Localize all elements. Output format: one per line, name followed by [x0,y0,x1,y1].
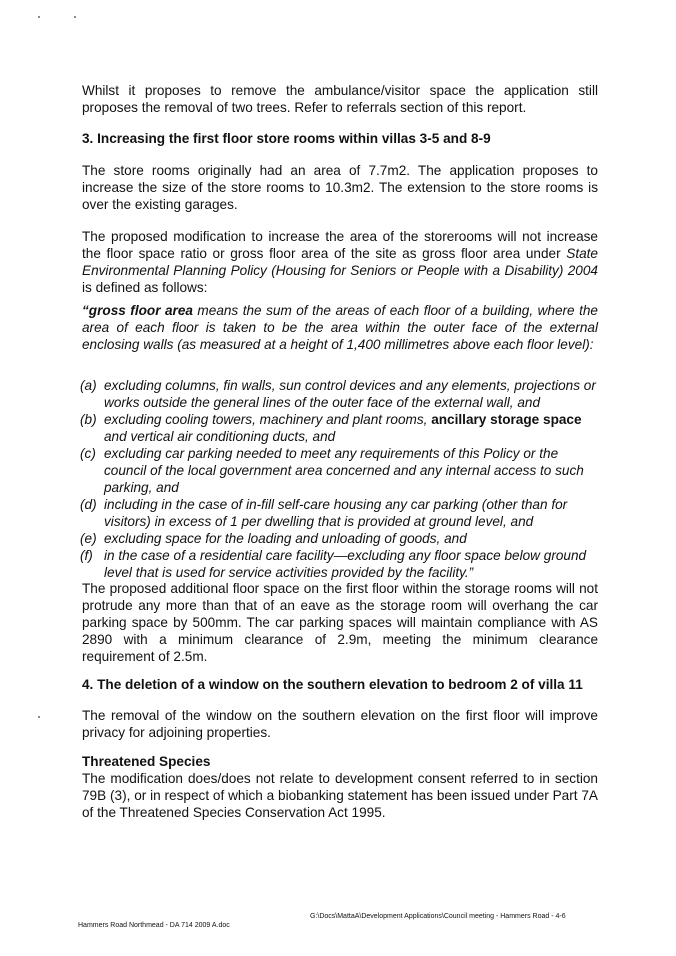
section-3-heading: 3. Increasing the first floor store rooms within villas 3-5 and 8-9 [82,131,491,146]
defined-term: “gross floor area [82,303,193,318]
list-item-text [104,411,600,445]
section-3-paragraph-3: The proposed additional floor space on the first floor within the storage rooms will not protrude any more than that of an eave as the storage room will overhang the car parking space by 500mm. The car parking spaces will maintain compliance with AS 2890 with a minimum clearance of 2.9m, meeting the minimum clearance requirement of 2.5m. [82,581,598,664]
list-item [80,445,600,496]
gross-floor-area-definition [82,302,598,353]
list-item-text-part: and vertical air conditioning ducts, and [104,429,336,444]
intro-paragraph: Whilst it proposes to remove the ambulance/visitor space the application still proposes the removal of two trees. Refer to referrals section of this report. [82,83,598,115]
section-4-heading: 4. The deletion of a window on the southern elevation to bedroom 2 of villa 11 [82,677,583,692]
sepp-title: State Environmental Planning Policy (Housing for Seniors or People with a Disability) 2004 [82,246,598,278]
definition-list [80,377,600,581]
list-item [80,377,600,411]
list-item-text: excluding car parking needed to meet any requirements of this Policy or the council of the local government area concerned and any internal access to such parking, and [104,446,584,495]
scan-speck [74,16,76,18]
list-marker: (d) [80,497,97,512]
list-marker: (e) [80,531,97,546]
list-item-text: excluding space for the loading and unloading of goods, and [104,531,467,546]
list-item [80,496,600,530]
footer-filename: Hammers Road Northmead - DA 714 2009 A.doc [78,922,230,929]
section-4-paragraph: The removal of the window on the southern elevation on the first floor will improve privacy for adjoining properties. [82,708,598,740]
list-marker: (b) [80,412,97,427]
paragraph-text: The proposed modification to increase the area of the storerooms will not increase the floor space ratio or gross floor area of the site as gross floor area under [82,229,598,261]
list-item [80,547,600,581]
threatened-species-heading: Threatened Species [82,754,211,769]
definition-text: means the sum of the areas of each floor of a building, where the area of each floor is taken to be the area within the outer face of the external enclosing walls (as measured at a height of 1,400 millimetres above each floor level): [82,303,598,352]
list-marker: (c) [80,446,96,461]
ancillary-storage-emphasis: ancillary storage space [431,412,582,427]
list-marker: (a) [80,378,97,393]
section-3-paragraph-1: The store rooms originally had an area of 7.7m2. The application proposes to increase the size of the store rooms to 10.3m2. The extension to the store rooms is over the existing garages. [82,163,598,212]
scan-speck [38,716,40,718]
list-item [80,530,600,547]
paragraph-text: is defined as follows: [82,280,208,295]
list-marker: (f) [80,548,93,563]
list-item-text: excluding columns, fin walls, sun control devices and any elements, projections or works outside the general lines of the outer face of the external wall, and [104,378,596,410]
list-item [80,411,600,445]
scan-speck [38,16,40,18]
footer-path: G:\Docs\MattaA\Development Applications\Council meeting - Hammers Road - 4-6 [310,913,566,920]
section-3-paragraph-2 [82,228,598,296]
list-item-text: including in the case of in-fill self-care housing any car parking (other than for visitors) in excess of 1 per dwelling that is provided at ground level, and [104,497,568,529]
list-item-text: in the case of a residential care facility—excluding any floor space below ground level that is used for service activities provided by the facility.” [104,548,587,580]
threatened-species-paragraph: The modification does/does not relate to development consent referred to in section 79B (3), or in respect of which a biobanking statement has been issued under Part 7A of the Threatened Species Conservation Act 1995. [82,771,598,820]
list-item-text-part: excluding cooling towers, machinery and plant rooms, [104,412,432,427]
